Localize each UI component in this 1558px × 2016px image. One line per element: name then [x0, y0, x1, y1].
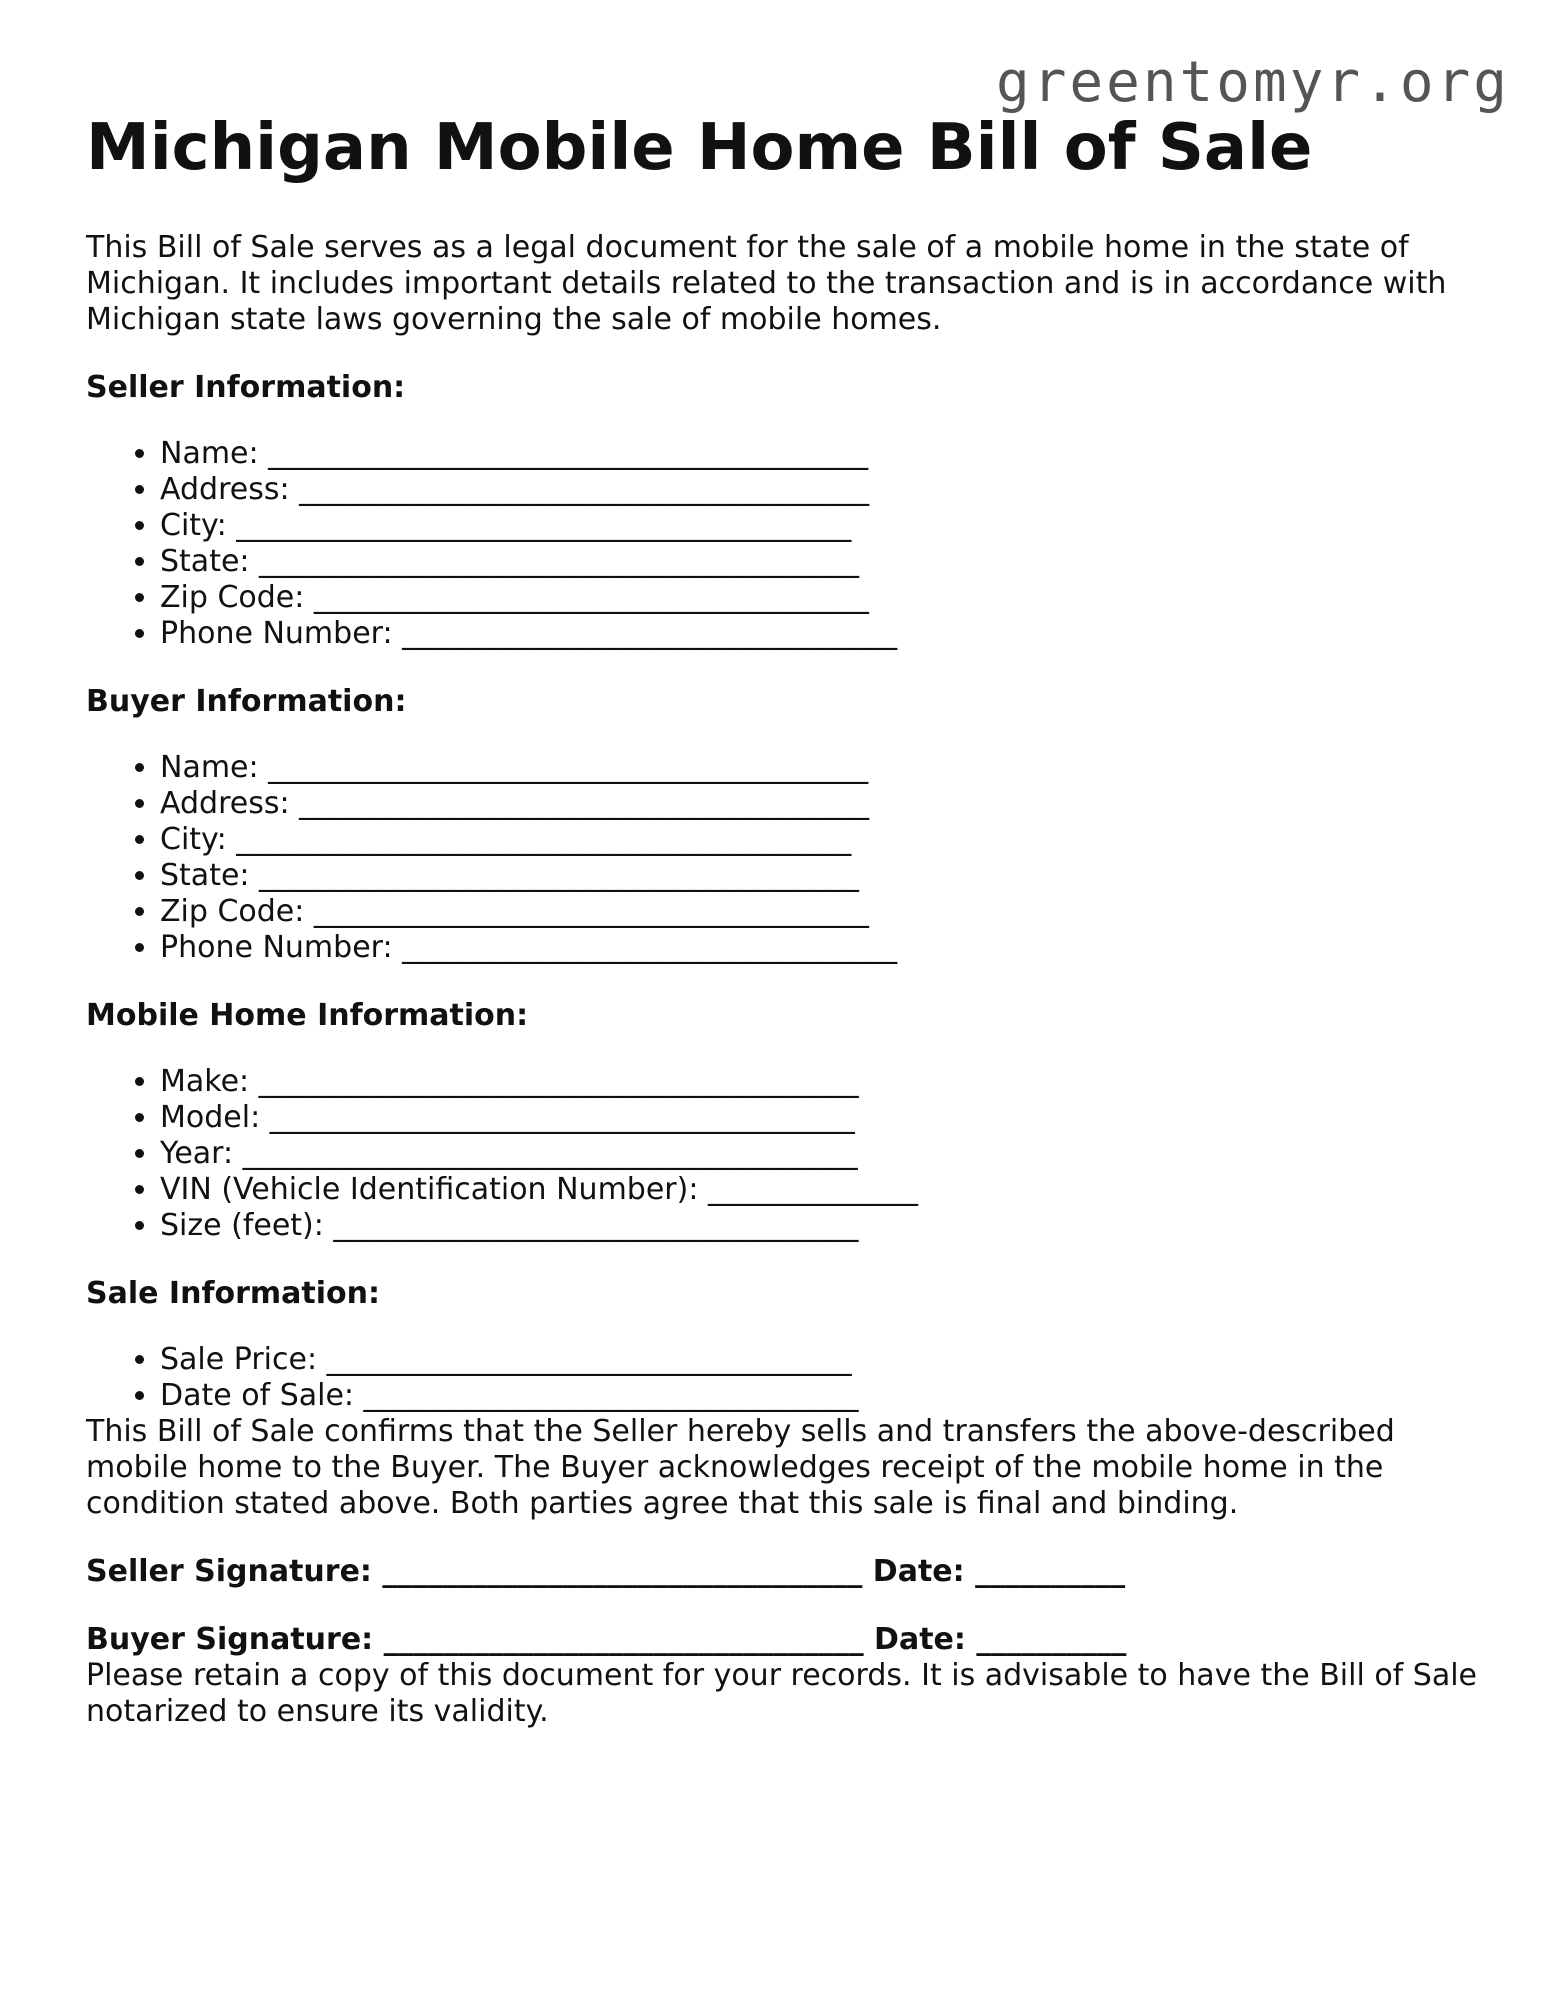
- sale-price-field: • Sale Price: ___________________________________: [160, 1342, 1486, 1378]
- size-field: • Size (feet): ___________________________________: [160, 1208, 1486, 1244]
- vin-field: • VIN (Vehicle Identification Number): ______________: [160, 1172, 1486, 1208]
- seller-signature-line: Seller Signature: ________________________________ Date: __________: [86, 1554, 1126, 1589]
- year-field: • Year: _________________________________________: [160, 1136, 1486, 1172]
- seller-city-field: • City: _________________________________________: [160, 508, 1486, 544]
- intro-paragraph: This Bill of Sale serves as a legal document for the sale of a mobile home in the state of Michigan. It includes important details related to the transaction and is in accordance with Michigan state laws governing the sale of mobile homes.: [86, 230, 1447, 337]
- mobile-home-fields-list: [86, 1064, 1486, 1244]
- seller-section-heading: Seller Information:: [86, 370, 406, 405]
- buyer-signature-line: Buyer Signature: ________________________________ Date: __________: [86, 1622, 1127, 1657]
- buyer-state-field: • State: ________________________________________: [160, 858, 1486, 894]
- make-field: • Make: ________________________________________: [160, 1064, 1486, 1100]
- buyer-address-field: • Address: ______________________________________: [160, 786, 1486, 822]
- sale-section-heading: Sale Information:: [86, 1276, 380, 1311]
- buyer-phone-field: • Phone Number: _________________________________: [160, 930, 1486, 966]
- seller-fields-list: [86, 436, 1486, 652]
- watermark: greentomyr.org: [995, 50, 1510, 115]
- seller-phone-field: • Phone Number: _________________________________: [160, 616, 1486, 652]
- date-of-sale-field: • Date of Sale: _________________________________: [160, 1378, 1486, 1414]
- sale-fields-list: [86, 1342, 1486, 1414]
- document-page: [86, 108, 1486, 1730]
- seller-state-field: • State: ________________________________________: [160, 544, 1486, 580]
- page-title: Michigan Mobile Home Bill of Sale: [86, 111, 1313, 185]
- seller-zip-field: • Zip Code: _____________________________________: [160, 580, 1486, 616]
- buyer-fields-list: [86, 750, 1486, 966]
- model-field: • Model: _______________________________________: [160, 1100, 1486, 1136]
- mobile-home-section-heading: Mobile Home Information:: [86, 998, 529, 1033]
- buyer-section-heading: Buyer Information:: [86, 684, 407, 719]
- buyer-city-field: • City: _________________________________________: [160, 822, 1486, 858]
- footer-note: Please retain a copy of this document for your records. It is advisable to have the Bill of Sale notarized to ensure its validity.: [86, 1658, 1478, 1729]
- buyer-name-field: • Name: ________________________________________: [160, 750, 1486, 786]
- buyer-zip-field: • Zip Code: _____________________________________: [160, 894, 1486, 930]
- closing-paragraph: This Bill of Sale confirms that the Seller hereby sells and transfers the above-described mobile home to the Buyer. The Buyer acknowledges receipt of the mobile home in the condition stated above. Both parties agree that this sale is final and binding.: [86, 1414, 1395, 1521]
- seller-address-field: • Address: ______________________________________: [160, 472, 1486, 508]
- seller-name-field: • Name: ________________________________________: [160, 436, 1486, 472]
